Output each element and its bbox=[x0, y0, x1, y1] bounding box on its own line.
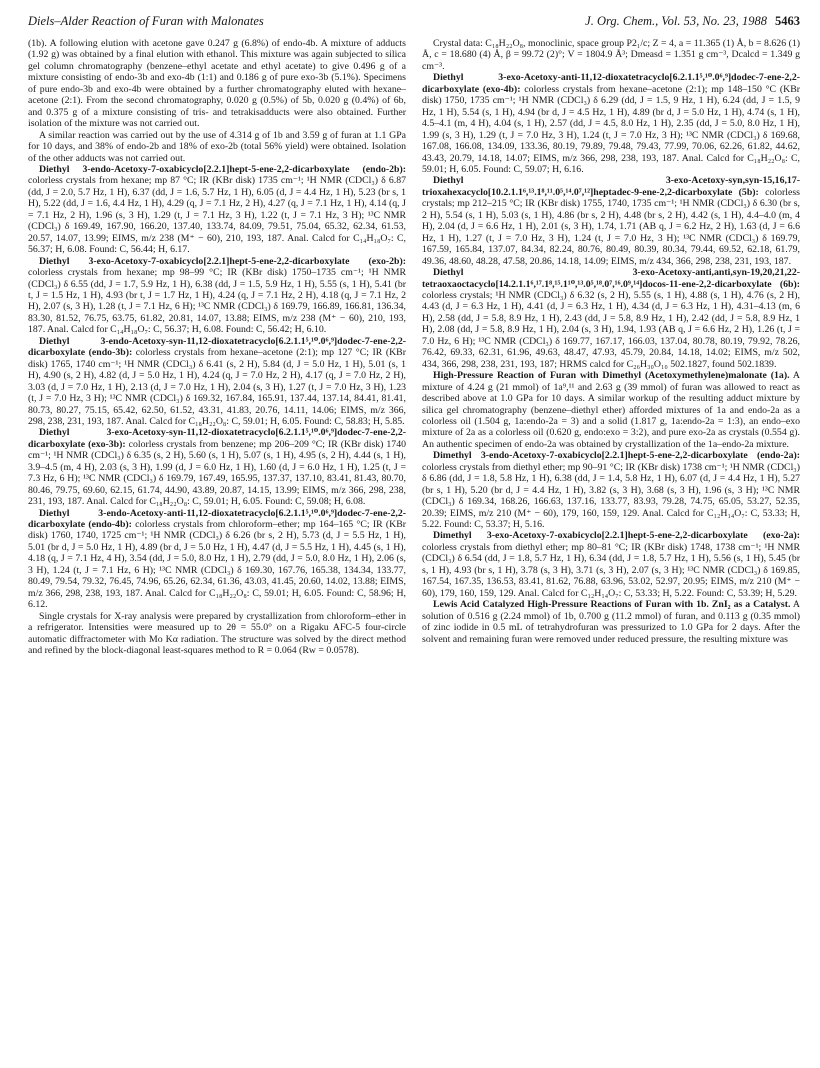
compound-entry bbox=[422, 370, 800, 450]
compound-data: A solution of 0.516 g (2.24 mmol) of 1b, 0.700 g (11.2 mmol) of furan, and 0.113 g (0.35 mmol) of zinc iodide in 0.5 mL of tetrahydrofuran was pressurized to 1.0 GPa for 2 days. After the solvent and remaining furan were removed under reduced pressure, the resulting mixture was bbox=[422, 599, 800, 645]
body-paragraph: (1b). A following elution with acetone gave 0.247 g (6.8%) of endo-4b. A mixture of adducts (1.92 g) was obtained by a final elution with ethanol. This mixture was again subjected to silica gel column chromatography (benzene–ethyl acetate and ethyl acetate) to give 0.496 g of a mixture consisting of endo-3b and exo-4b (1:1) and 0.186 g of pure exo-3b (5.1%). Specimens of pure endo-3b and exo-4b were obtained by a further chromatography eluted with hexane–acetone (2:1). From the second chromatography, 0.020 g (0.5%) of 5b, 0.020 g (0.4%) of 6b, and 0.375 g of a mixture consisting of tris- and tetrakisadducts were also obtained. Further isolation of the mixture was not carried out. bbox=[28, 38, 406, 130]
compound-data: colorless crystals from diethyl ether; mp 80–81 °C; IR (KBr disk) 1748, 1738 cm⁻¹; ¹H NMR (CDCl₃) δ 6.54 (dd, J = 1.8, 5.7 Hz, 1 H), 6.34 (dd, J = 1.8, 5.7 Hz, 1 H), 5.56 (s, 1 H), 5.45 (br s, 1 H), 4.93 (br s, 1 H), 3.78 (s, 3 H), 3.71 (s, 3 H), 2.07 (s, 3 H); ¹³C NMR (CDCl₃) δ 169.85, 167.54, 167.35, 136.53, 83.41, 81.62, 76.88, 63.96, 53.02, 52.97, 20.95; EIMS, m/z 210 (M⁺ − 60), 179, 160, 159, 129. Anal. Calcd for C₁₂H₁₄O₇: C, 53.33; H, 5.22. Found: C, 53.39; H, 5.29. bbox=[422, 541, 800, 599]
compound-data: colorless crystals from diethyl ether; mp 90–91 °C; IR (KBr disk) 1738 cm⁻¹; ¹H NMR (CDCl₃) δ 6.86 (dd, J = 1.8, 5.8 Hz, 1 H), 6.38 (dd, J = 1.4, 5.8 Hz, 1 H), 6.07 (d, J = 4.4 Hz, 1 H), 5.27 (br s, 1 H), 5.20 (br d, J = 4.4 Hz, 1 H), 3.82 (s, 3 H), 3.68 (s, 3 H), 1.96 (s, 3 H); ¹³C NMR (CDCl₃) δ 169.34, 168.26, 166.63, 137.16, 133.77, 83.93, 79.28, 74.75, 65.05, 53.27, 52.35, 20.39; EIMS, m/z 210 (M⁺ − 60), 179, 160, 159, 129. Anal. Calcd for C₁₂H₁₄O₇: C, 53.33; H, 5.22. Found: C, 53.37; H, 5.16. bbox=[422, 461, 800, 531]
compound-entry bbox=[422, 450, 800, 530]
compound-entry bbox=[28, 164, 406, 256]
compound-entry bbox=[28, 256, 406, 336]
journal-citation bbox=[585, 14, 800, 29]
compound-title: High-Pressure Reaction of Furan with Dimethyl (Acetoxymethylene)malonate (1a). bbox=[433, 370, 790, 382]
compound-title: Diethyl 3-exo-Acetoxy-anti,anti,syn-19,20,21,22-tetraoxaoctacyclo[14.2.1.1⁶,¹⁷.1⁸,¹⁵.1¹⁰,¹³.0⁵,¹⁸.0⁷,¹⁶.0⁹,¹⁴]docos-11-ene-2,2-dicarboxylate (6b): bbox=[422, 267, 800, 290]
compound-data: colorless crystals from chloroform–ether; mp 164–165 °C; IR (KBr disk) 1760, 1740, 1725 cm⁻¹; ¹H NMR (CDCl₃) δ 6.26 (br s, 2 H), 5.73 (d, J = 5.5 Hz, 1 H), 5.01 (br d, J = 5.0 Hz, 1 H), 4.89 (br d, J = 5.0 Hz, 1 H), 4.47 (d, J = 5.5 Hz, 1 H), 4.45 (s, 1 H), 4.18 (q, J = 7.1 Hz, 4 H), 3.54 (dd, J = 5.0, 8.0 Hz, 1 H), 2.79 (dd, J = 5.0, 8.0 Hz, 1 H), 2.06 (s, 3 H), 1.24 (t, J = 7.1 Hz, 6 H); ¹³C NMR (CDCl₃) δ 169.30, 167.76, 165.38, 134.34, 133.77, 80.49, 79.54, 79.32, 76.45, 74.96, 65.26, 62.34, 61.36, 43.03, 41.45, 20.60, 14.02, 13.88; EIMS, m/z 366, 298, 238, 193, 187. Anal. Calcd for C₁₈H₂₂O₈: C, 59.01; H, 6.05. Found: C, 58.96; H, 6.12. bbox=[28, 519, 406, 611]
body-paragraph: Crystal data: C₁₈H₂₂O₈, monoclinic, space group P2₁/c; Z = 4, a = 11.365 (1) Å, b = 8.626 (1) Å, c = 18.680 (4) Å, β = 99.72 (2)°; V = 1804.9 Å³; Dmeasd = 1.351 g cm⁻³, Dcalcd = 1.349 g cm⁻³. bbox=[422, 38, 800, 72]
compound-data: colorless crystals from benzene; mp 206–209 °C; IR (KBr disk) 1740 cm⁻¹; ¹H NMR (CDCl₃) δ 6.35 (s, 2 H), 5.60 (s, 1 H), 5.07 (s, 1 H), 4.95 (s, 2 H), 4.44 (s, 1 H), 3.9–4.5 (m, 4 H), 2.03 (s, 3 H), 1.99 (d, J = 6.0 Hz, 1 H), 1.60 (d, J = 6.0 Hz, 1 H), 1.25 (t, J = 7.3 Hz, 6 H); ¹³C NMR (CDCl₃) δ 169.79, 167.49, 165.95, 137.37, 137.10, 83.41, 81.43, 80.70, 80.46, 79.75, 69.60, 62.15, 61.74, 44.90, 43.89, 20.87, 14.15, 13.99; EIMS, m/z 366, 298, 238, 231, 193, 187. Anal. Calcd for C₁₈H₂₂O₈: C, 59.01; H, 6.05. Found: C, 59.08; H, 6.08. bbox=[28, 438, 406, 508]
compound-title: Diethyl 3-exo-Acetoxy-7-oxabicyclo[2.2.1]hept-5-ene-2,2-dicarboxylate (exo-2b): bbox=[39, 255, 406, 267]
compound-data: colorless crystals from hexane; mp 98–99 °C; IR (KBr disk) 1750–1735 cm⁻¹; ¹H NMR (CDCl₃) δ 6.55 (dd, J = 1.7, 5.9 Hz, 1 H), 6.38 (dd, J = 1.5, 5.9 Hz, 1 H), 5.55 (s, 1 H), 5.41 (br t, J = 1.5 Hz, 1 H), 4.93 (br t, J = 1.7 Hz, 1 H), 4.24 (q, J = 7.1 Hz, 2 H), 4.18 (q, J = 7.1 Hz, 2 H), 2.07 (s, 3 H), 1.28 (t, J = 7.1 Hz, 6 H); ¹³C NMR (CDCl₃) δ 169.79, 166.89, 166.81, 136.34, 83.30, 81.52, 76.75, 63.75, 61.82, 20.81, 14.07, 13.88; EIMS, m/z 238 (M⁺ − 60), 210, 193, 187. Anal. Calcd for C₁₄H₁₈O₇: C, 56.37; H, 6.08. Found: C, 56.42; H, 6.10. bbox=[28, 267, 406, 336]
body-paragraph: Single crystals for X-ray analysis were prepared by crystallization from chloroform–ether in a refrigerator. Intensities were measured up to 2θ = 55.0° on a Rigaku AFC-5 four-circle automatic diffractometer with Mo Kα radiation. The structure was solved by the direct method and refined by the block-diagonal least-squares method to R = 0.064 (Rw = 0.0578). bbox=[28, 610, 406, 657]
compound-entry bbox=[422, 267, 800, 370]
compound-title: Diethyl 3-exo-Acetoxy-syn,syn-15,16,17-trioxahexacyclo[10.2.1.1⁶,¹³.1⁸,¹¹.0⁵,¹⁴.0⁷,¹²]heptadec-9-ene-2,2-dicarboxylate (5b): bbox=[422, 175, 800, 198]
compound-entry bbox=[28, 427, 406, 507]
running-header bbox=[28, 14, 800, 32]
compound-entry bbox=[422, 530, 800, 599]
compound-title: Diethyl 3-exo-Acetoxy-anti-11,12-dioxatetracyclo[6.2.1.1⁵,¹⁰.0⁶,⁹]dodec-7-ene-2,2-dicarboxylate (exo-4b): bbox=[422, 72, 800, 95]
compound-title: Diethyl 3-endo-Acetoxy-7-oxabicyclo[2.2.1]hept-5-ene-2,2-dicarboxylate (endo-2b): bbox=[39, 163, 406, 175]
right-column bbox=[422, 38, 800, 1052]
compound-data: colorless crystals from hexane–acetone (2:1); mp 148–150 °C (KBr disk) 1750, 1735 cm⁻¹; ¹H NMR (CDCl₃) δ 6.29 (dd, J = 1.5, 9 Hz, 1 H), 6.24 (dd, J = 1.5, 9 Hz, 1 H), 5.54 (s, 1 H), 4.94 (br d, J = 4.5 Hz, 1 H), 4.89 (br d, J = 5.0 Hz, 1 H), 4.74 (s, 1 H), 4.5–4.1 (m, 4 H), 4.04 (s, 1 H), 2.57 (dd, J = 4.5, 8.0 Hz, 1 H), 2.35 (dd, J = 5.0, 8.0 Hz, 1 H), 1.99 (s, 3 H), 1.29 (t, J = 7.0 Hz, 3 H), 1.24 (t, J = 7.0 Hz, 3 H); ¹³C NMR (CDCl₃) δ 169.68, 167.08, 166.08, 134.09, 133.36, 80.19, 79.89, 79.48, 79.43, 77.99, 70.06, 62.26, 61.82, 44.62, 43.43, 20.79, 14.18, 14.07; EIMS, m/z 366, 298, 238, 193, 187. Anal. Calcd for C₁₈H₂₂O₈: C, 59.01; H, 6.05. Found: C, 59.07; H, 6.16. bbox=[422, 83, 800, 175]
compound-entry bbox=[422, 599, 800, 645]
two-column-body bbox=[28, 38, 800, 1052]
compound-data: A mixture of 4.24 g (21 mmol) of 1a⁹,¹¹ and 2.63 g (39 mmol) of furan was allowed to react as described above at 1.0 GPa for 10 days. A similar workup of the resulting adduct mixture by silica gel chromatography (benzene–diethyl ether) afforded mixtures of 1a and endo-2a as a colorless oil (1.504 g, 1a:endo-2a = 3) and a solid (1.817 g, 1a:endo-2a = 1:3), an endo–exo mixture of 2a as a colorless oil (0.620 g, endo:exo = 3:2), and pure exo-2a as crystals (0.554 g). An authentic specimen of endo-2a was obtained by crystallization of the 1a–endo-2a mixture. bbox=[422, 370, 800, 450]
left-column bbox=[28, 38, 406, 1052]
journal-name: J. Org. Chem., Vol. 53, No. 23, 1988 bbox=[585, 14, 767, 28]
compound-data: colorless crystals; ¹H NMR (CDCl₃) δ 6.32 (s, 2 H), 5.55 (s, 1 H), 4.88 (s, 1 H), 4.76 (s, 2 H), 4.43 (d, J = 6.3 Hz, 1 H), 4.41 (d, J = 6.3 Hz, 1 H), 4.34 (d, J = 6.3 Hz, 1 H), 4.31–4.13 (m, 6 H), 2.58 (dd, J = 5.8, 8.9 Hz, 1 H), 2.43 (dd, J = 5.8, 8.9 Hz, 1 H), 2.42 (dd, J = 5.8, 8.9 Hz, 1 H), 2.08 (dd, J = 5.8, 8.9 Hz, 1 H), 2.04 (s, 3 H), 1.94, 1.93 (AB q, J = 6.6 Hz, 2 H), 1.26 (t, J = 7.0 Hz, 6 H); ¹³C NMR (CDCl₃) δ 169.77, 167.17, 166.03, 137.04, 80.78, 80.19, 79.92, 78.26, 76.42, 69.33, 62.31, 61.96, 49.63, 48.47, 47.93, 45.79, 20.84, 14.18, 14.02; EIMS, m/z 502, 434, 366, 298, 238, 231, 193, 187; HRMS calcd for C₂₆H₃₀O₁₀ 502.1827, found 502.1839. bbox=[422, 289, 800, 370]
compound-entry bbox=[422, 175, 800, 267]
compound-entry bbox=[28, 508, 406, 611]
compound-entry bbox=[422, 72, 800, 175]
compound-title: Dimethyl 3-endo-Acetoxy-7-oxabicyclo[2.2.1]hept-5-ene-2,2-dicarboxylate (endo-2a): bbox=[433, 450, 800, 462]
compound-title: Diethyl 3-endo-Acetoxy-syn-11,12-dioxatetracyclo[6.2.1.1⁵,¹⁰.0⁶,⁹]dodec-7-ene-2,2-dicarboxylate (endo-3b): bbox=[28, 335, 406, 359]
compound-title: Dimethyl 3-exo-Acetoxy-7-oxabicyclo[2.2.1]hept-5-ene-2,2-dicarboxylate (exo-2a): bbox=[433, 530, 800, 542]
compound-title: Diethyl 3-endo-Acetoxy-anti-11,12-dioxatetracyclo[6.2.1.1⁵,¹⁰.0⁶,⁹]dodec-7-ene-2,2-dicarboxylate (endo-4b): bbox=[28, 507, 406, 531]
body-paragraph: A similar reaction was carried out by the use of 4.314 g of 1b and 3.59 g of furan at 1.1 GPa for 10 days, and 38% of endo-2b and 18% of exo-2b (total 56% yield) were obtained. Isolation of the other adducts was not carried out. bbox=[28, 129, 406, 164]
running-title: Diels–Alder Reaction of Furan with Malonates bbox=[28, 14, 264, 28]
compound-data: colorless crystals from hexane–acetone (2:1); mp 127 °C; IR (KBr disk) 1765, 1740 cm⁻¹; ¹H NMR (CDCl₃) δ 6.41 (s, 2 H), 5.84 (d, J = 5.0 Hz, 1 H), 5.01 (s, 1 H), 4.90 (s, 2 H), 4.82 (d, J = 5.0 Hz, 1 H), 4.24 (q, J = 7.0 Hz, 2 H), 4.17 (q, J = 7.0 Hz, 2 H), 3.03 (d, J = 7.0 Hz, 1 H), 2.13 (d, J = 7.0 Hz, 1 H), 2.04 (s, 3 H), 1.27 (t, J = 7.0 Hz, 3 H), 1.23 (t, J = 7.0 Hz, 3 H); ¹³C NMR (CDCl₃) δ 169.32, 167.84, 165.91, 137.44, 137.14, 84.41, 81.41, 80.73, 80.27, 75.15, 65.42, 62.50, 61.52, 43.31, 41.83, 20.76, 14.11, 14.06; EIMS, m/z 366, 298, 238, 231, 193, 187. Anal. Calcd for C₁₈H₂₂O₈: C, 59.01; H, 6.05. Found: C, 58.83; H, 5.85. bbox=[28, 347, 406, 427]
compound-data: colorless crystals from hexane; mp 87 °C; IR (KBr disk) 1735 cm⁻¹; ¹H NMR (CDCl₃) δ 6.87 (dd, J = 2.0, 5.7 Hz, 1 H), 6.37 (dd, J = 1.6, 5.7 Hz, 1 H), 6.05 (d, J = 4.4 Hz, 1 H), 5.23 (br s, 1 H), 5.22 (dd, J = 1.6, 4.4 Hz, 1 H), 4.29 (q, J = 7.1 Hz, 2 H), 4.27 (q, J = 7.1 Hz, 1 H), 4.14 (q, J = 7.1 Hz, 2 H), 1.96 (s, 3 H), 1.29 (t, J = 7.1 Hz, 3 H), 1.22 (t, J = 7.1 Hz, 3 H); ¹³C NMR (CDCl₃) δ 169.49, 167.90, 166.20, 137.40, 133.74, 84.09, 79.51, 75.04, 65.32, 62.34, 61.53, 20.57, 14.07, 13.99; EIMS, m/z 238 (M⁺ − 60), 210, 193, 187. Anal. Calcd for C₁₄H₁₈O₇: C, 56.37; H, 6.08. Found: C, 56.44; H, 6.17. bbox=[28, 175, 406, 256]
compound-title: Lewis Acid Catalyzed High-Pressure Reactions of Furan with 1b. ZnI₂ as a Catalyst. bbox=[433, 599, 791, 611]
compound-title: Diethyl 3-exo-Acetoxy-syn-11,12-dioxatetracyclo[6.2.1.1⁵,¹⁰.0⁶,⁹]dodec-7-ene-2,2-dicarboxylate (exo-3b): bbox=[28, 427, 406, 450]
compound-data: colorless crystals; mp 212–215 °C; IR (KBr disk) 1755, 1740, 1735 cm⁻¹; ¹H NMR (CDCl₃) δ 6.30 (br s, 2 H), 5.54 (s, 1 H), 5.03 (s, 1 H), 4.86 (br s, 2 H), 4.48 (br s, 2 H), 4.42 (s, 1 H), 4.4–4.0 (m, 4 H), 2.04 (d, J = 6.6 Hz, 1 H), 2.01 (s, 3 H), 1.74, 1.71 (AB q, J = 6.2 Hz, 2 H), 1.63 (d, J = 6.6 Hz, 1 H), 1.27 (t, J = 7.0 Hz, 3 H), 1.24 (t, J = 7.0 Hz, 3 H); ¹³C NMR (CDCl₃) δ 169.79, 167.59, 165.84, 137.07, 84.34, 82.24, 80.76, 80.49, 80.39, 80.34, 79.44, 69.52, 62.18, 61.79, 49.36, 48.60, 48.28, 47.58, 20.86, 14.18, 14.09; EIMS, m/z 434, 366, 298, 238, 231, 193, 187. bbox=[422, 186, 800, 267]
journal-page bbox=[28, 14, 800, 1054]
compound-entry bbox=[28, 336, 406, 428]
page-number: 5463 bbox=[775, 14, 800, 28]
